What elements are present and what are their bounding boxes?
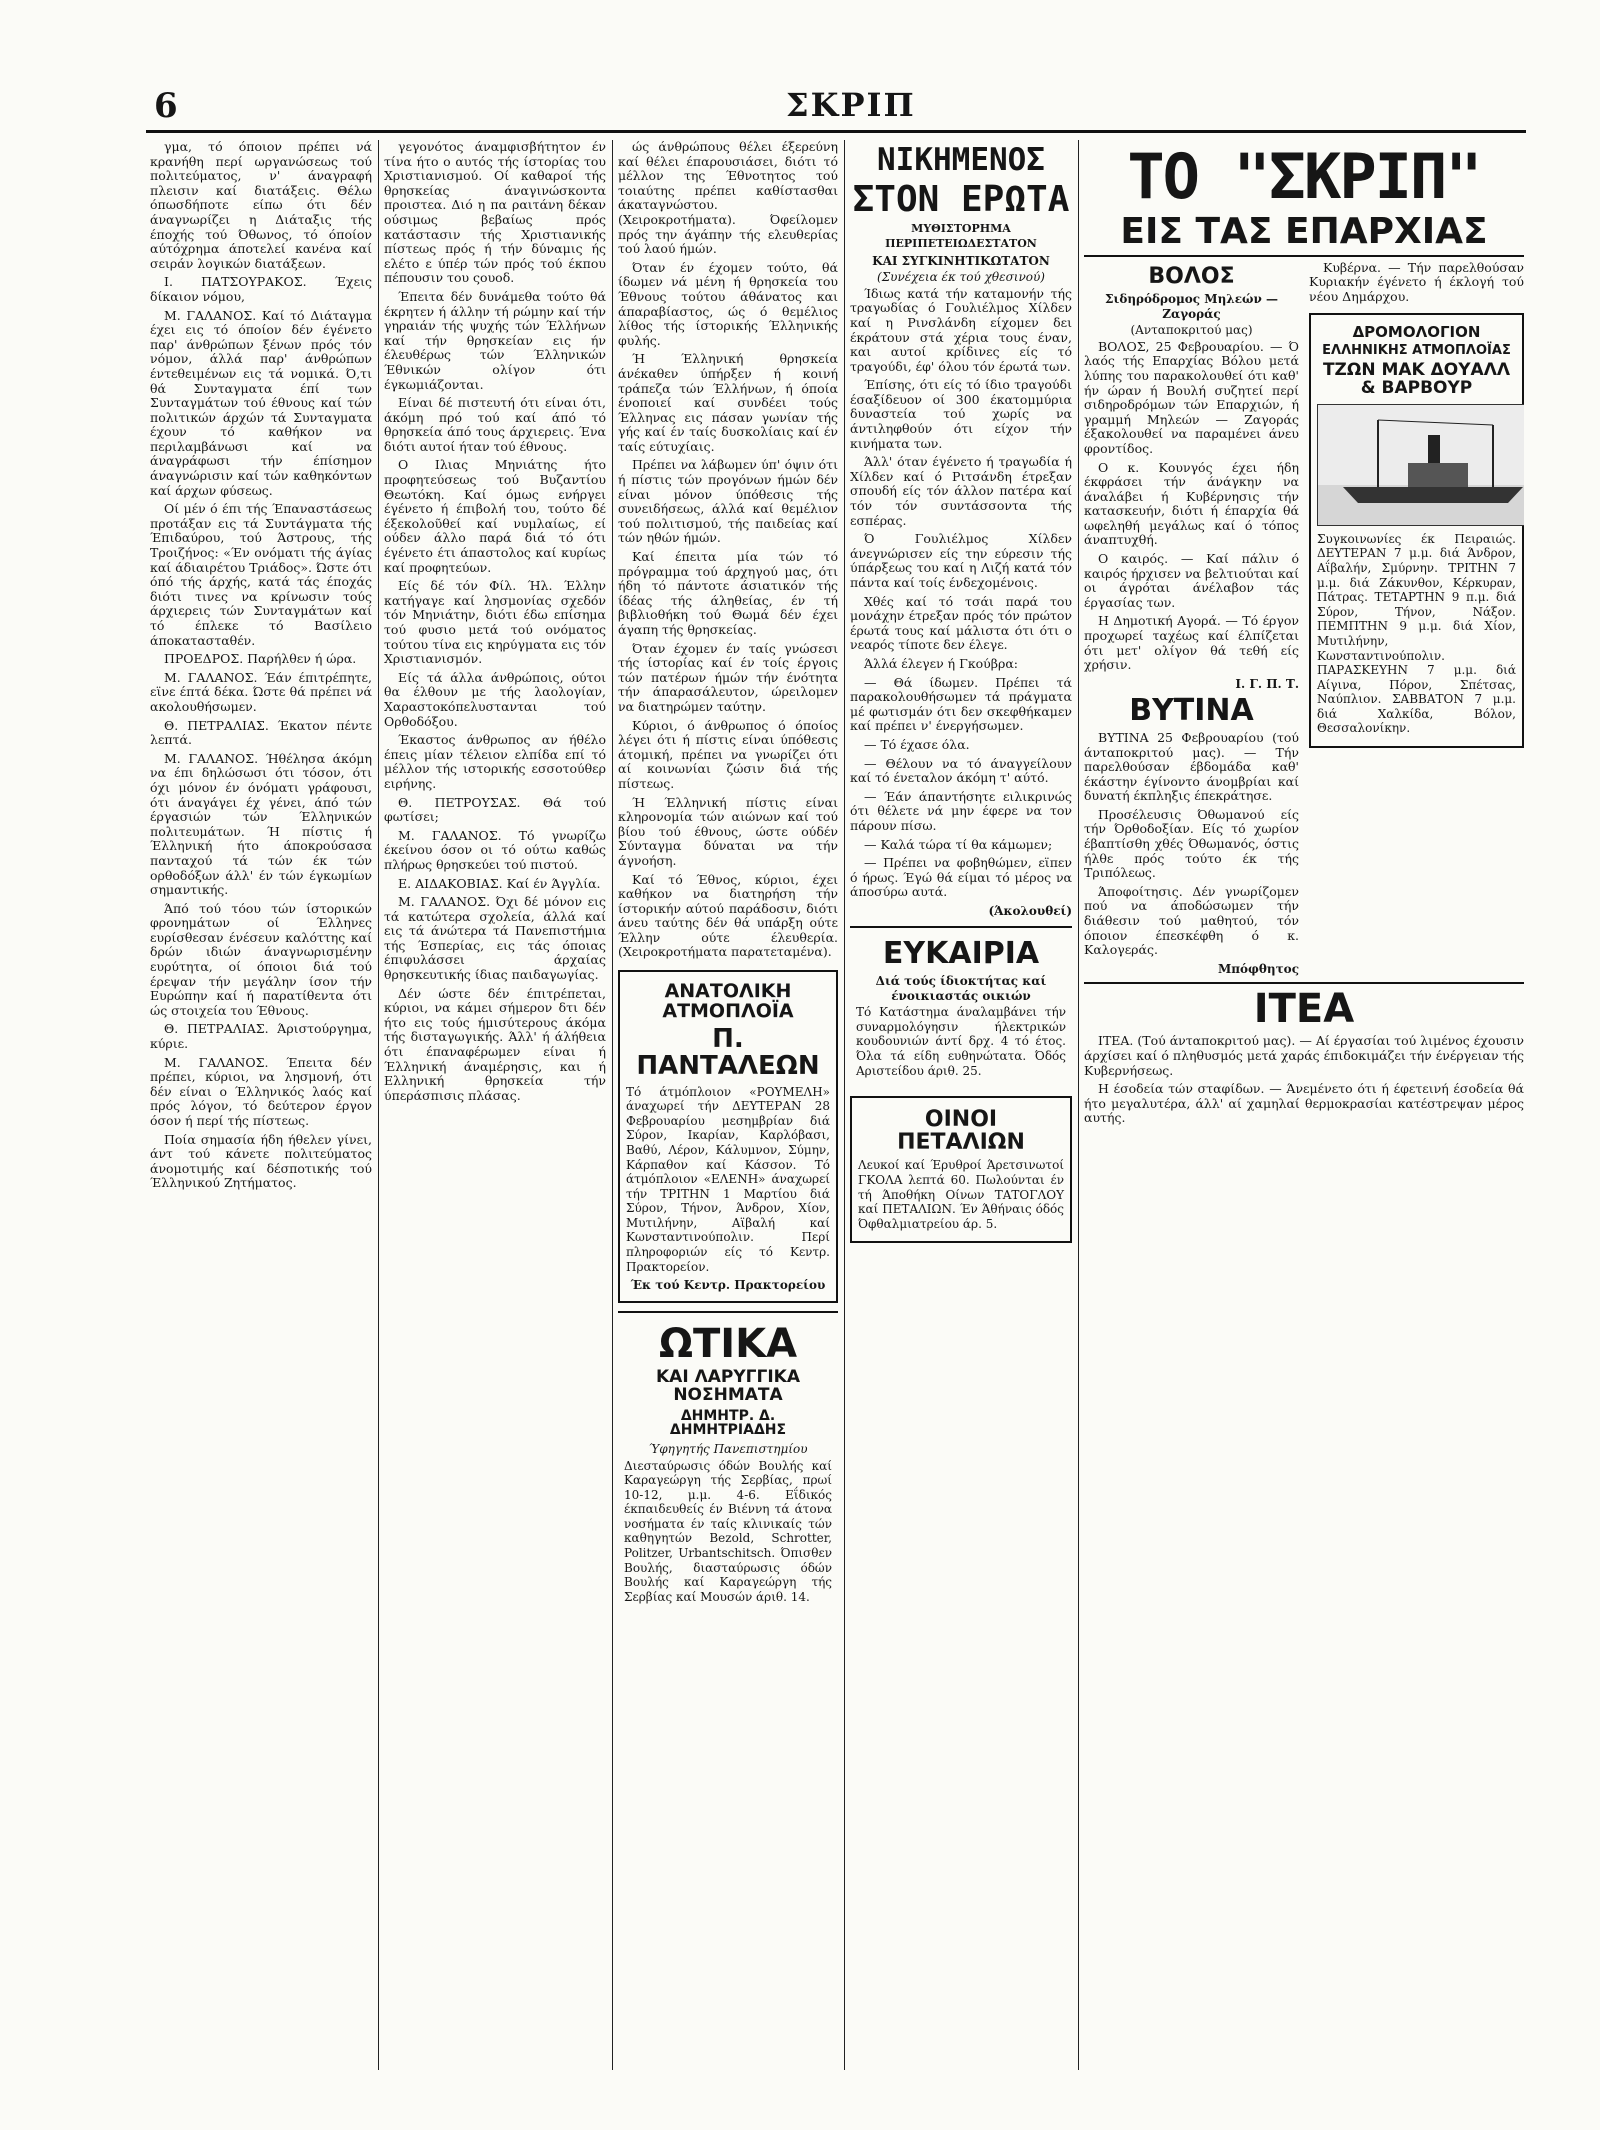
paragraph: Μ. ΓΑΛΑΝΟΣ. Τό γνωρίζω έκείνου όσον οι τό ούτω καθώς πλήρως θρησκεύει τού πιστού. <box>384 827 606 872</box>
paragraph: Είς δέ τόν Φίλ. Ήλ. Έλλην κατήγαγε καί λησμονίας σχεδόν τόν Μηνιάτην, διότι έδω επίσημα τού φυσιο μετά τού ονόματος τούτου τίνα εις κηρύγματα εις τόν Χριστιανισμόν. <box>384 578 606 667</box>
city-heading: ΒΟΛΟΣ <box>1148 263 1235 289</box>
serial-headline: ΣΤΟΝ ΕΡΩΤΑ <box>852 178 1070 220</box>
paragraph: Ίδιως κατά τήν καταμονήν τής τραγωδίας ό Γουλιέλμος Χίλδεν καί η Ρινσλάνδη είχομεν δει έκράτουν στά χέρια τους έναν, και αυτοί κρίδινες είς τό τραγούδι, έφ' όλου τόν έρωτά των. <box>850 285 1072 374</box>
paragraph: Έπίσης, ότι είς τό ίδιο τραγούδι έσαξίδευον οί 300 έκατομμύρια δυναστεία τού χωρίς να άντιληφθούν ότι είχον τήν κινήματα των. <box>850 377 1072 451</box>
column-1 <box>150 140 372 2075</box>
paragraph: Μ. ΓΑΛΑΝΟΣ. Όχι δέ μόνον εις τά κατώτερα σχολεία, άλλά καί εις τά άνώτερα τά Πανεπιστήμια τής Έσπερίας, εις τάς όποιας έπιφυλάσσει άρχαίας θρησκευτικής ίδιας παιδαγωγίας. <box>384 894 606 983</box>
paragraph: Η Δημοτική Αγορά. — Τό έργον προχωρεί ταχέως καί έλπίζεται ότι μετ' ολίγον θά τεθή είς χρήσιν. <box>1084 613 1299 673</box>
paragraph: Καί έπειτα μία τών τό πρόγραμμα τού άρχηγού μας, ότι ήδη τό πάντοτε άσιατικόν τής ίδέας τής άληθείας, έν τή βιβλιοθήκη τού Θωμά δέν έχει άγαπη τής θρησκείας. <box>618 549 838 637</box>
provinces-left <box>1084 261 1299 979</box>
paragraph: Καί τό Έθνος, κύριοι, έχει καθήκον να διατηρήση τήν ίστορικήν αύτού παράδοσιν, διότι άνευ ταύτης δέν θά υπάρξη ούτε Έλλην ούτε έλευθερία. (Χειροκροτήματα παρατεταμένα). <box>618 871 838 960</box>
ad-title: ΕΛΛΗΝΙΚΗΣ ΑΤΜΟΠΛΟΪΑΣ <box>1322 343 1511 359</box>
paragraph: Ό Γουλιέλμος Χίλδεν άνεγνώρισεν είς την εύρεσιν τής ύπάρξεως του καί η Λιζή κατά τόν πάντα καί τοίς ένδεχομένοις. <box>850 531 1072 590</box>
city-heading: ΙΤΕΑ <box>1084 982 1524 1030</box>
paragraph: — Έάν άπαντήσητε ειλικρινώς ότι θέλετε νά μην έφερε να τον πάρουν πίσω. <box>850 788 1072 833</box>
ad-title: ΔΗΜΗΤΡ. Δ. ΔΗΜΗΤΡΙΑΔΗΣ <box>669 1407 787 1439</box>
paragraph: Δέν ώστε δέν έπιτρέπεται, κύριοι, να κάμει σήμερον δτι δέν ήτο εις τούς ήμισύτερους άκόμα τής δισταγωγικής. Άλλ' ή άλήθεια ότι έπαναφέρωμεν είναι ή Έλληνική άναμέρησις, και ή Ελληνική θρησκεία τήν ύπεράσπισις πλάσας. <box>384 985 606 1103</box>
paragraph: Μ. ΓΑΛΑΝΟΣ. Ήθέλησα άκόμη να έπι δηλώσωσι ότι τόσον, ότι όχι μόνον έν όνόματι γράφουσι, ότι άναγάγει έχ γένει, άπό τών έργασιών τών Έλληνικών πολιτευμάτων. Ή πίστις ή Έλληνική ήτο άποκρούσασα πανταχού τά τών έκ τών ορθοδόξων άλλ' έν τών έγκωμίων σημαντικής. <box>150 750 372 898</box>
paragraph: Ποία σημασία ήδη ήθελεν γίνει, άντ τού κάνετε πολιτεύματος άνομοτιμής καί δέσποτικής τού Έλληνικού Ζητήματος. <box>150 1131 372 1191</box>
paragraph: Άλλά έλεγεν ή Γκούβρα: <box>864 655 1018 671</box>
article-subhead: Σιδηρόδρομος Μηλεών — Ζαγοράς <box>1105 291 1278 321</box>
ad-title: ΑΝΑΤΟΛΙΚΗ ΑΤΜΟΠΛΟΪΑ <box>662 980 794 1022</box>
paragraph: — Θά ίδωμεν. Πρέπει τά παρακολουθήσωμεν τά πράγματα μέ φωτισμάν ότι δεν σκεφθήκαμεν καί πρέπει ν' ένεργήσωμεν. <box>850 674 1072 734</box>
paragraph: Ο κ. Κουνγός έχει ήδη έκφράσει τήν άνάγκην να άναλάβει ή Κυβέρνησις τήν κατασκευήν, διότι ή έπαρχία θά ωφεληθή μεγάλως καί ό τόπος άναπτυχθή. <box>1084 459 1299 548</box>
continued-note: (Άκολουθεί) <box>988 903 1072 918</box>
paragraph: Ι. ΠΑΤΣΟΥΡΑΚΟΣ. Έχεις δίκαιον νόμου, <box>150 274 372 304</box>
continued-note: (Συνέχεια έκ τού χθεσινού) <box>877 270 1045 285</box>
ad-oinoi <box>850 1096 1072 1243</box>
ad-subtitle: Διά τούς ίδιοκτήτας καί ένοικιαστάς οικιών <box>875 973 1047 1003</box>
ad-pantaleon <box>618 970 838 1303</box>
paragraph: Ή Έλληνική πίστις είναι κληρονομία τών αιώνων καί τού βίου τού έθνους, ώστε ούδέν Σύνταγμα δύναται να τήν άγνοήση. <box>618 794 838 868</box>
ad-title: ΟΙΝΟΙ ΠΕΤΑΛΙΩΝ <box>897 1107 1025 1156</box>
paragraph: Μ. ΓΑΛΑΝΟΣ. Καί τό Διάταγμα έχει εις τό όποίον δέν έγένετο παρ' άνθρώπων ξένων πρός τόν νόμον, άλλά παρ' άνθρώπων έντεθειμένων εις τά νομικά. Ό,τι θά Συνταγματα έπί των Συνταγμάτων τού έθνους καί τών πολιτικών άρχών τά Συνταγματα έχουν τό καθήκον να περιλαμβάνωσι καί να άναγράφωσι τήν έπίσημον άναγνώρισιν καί τών καθηκόντων καί άρχων φύσεως. <box>150 307 372 498</box>
signature: Μπόφθητος <box>1217 961 1299 976</box>
column-2 <box>384 140 606 2075</box>
steamship-illustration <box>1317 404 1524 526</box>
ad-body: Τό Κατάστημα άναλαμβάνει τήν συναρμολόγησιν ήλεκτρικών κουδουνιών άντί δρχ. 4 τό έτος. Όλα τά είδη ευθηνώτατα. Όδός Αριστείδου άριθ. 25. <box>856 1005 1066 1078</box>
ad-title: Π. ΠΑΝΤΑΛΕΩΝ <box>636 1023 820 1082</box>
column-4 <box>850 140 1072 2075</box>
paragraph: Έπειτα δέν δυνάμεθα τούτο θά έκρητεν ή άλλην τή ρώμην καί τήν γηραιάν τής ψυχής τών Έλλήνων καί τήν θρησκείαν εις ήν έλευθέρως τών Έλληνικών Έθνικών ολίγον ότι έγκωμιάζονται. <box>384 288 606 392</box>
city-heading: ΒΥΤΙΝΑ <box>1129 693 1254 729</box>
paragraph: γμα, τό όποιον πρέπει νά κρανήθη περί ωργανώσεως τού πολιτεύματος, ν' άναγραφή πλεισιν καί διατάξεις. Θέλω όπωσδήποτε είπω ότι δέν άναγνωρίζει η Διάταξις τής έποχής τού Όθωνος, τό όποίον αύτόχρημα άποτελεί κανένα καί σειράν λογικών διατάξεων. <box>150 140 372 271</box>
paragraph: Πρέπει να λάβωμεν ύπ' όψιν ότι ή πίστις τών προγόνων ήμών δέν είναι μόνον ύπόθεσις τής συνειδήσεως, άλλά καί θεμέλιον τού πολιτισμού, τής παιδείας καί τών ηθών ήμών. <box>618 457 838 546</box>
section-banner: ΤΟ "ΣΚΡΙΠ" <box>1127 140 1481 213</box>
page-header <box>146 86 1526 133</box>
paragraph: Κύριοι, ό άνθρωπος ό όποίος λέγει ότι ή πίστις είναι ύπόθεσις άτομική, πρέπει να γνωρίζει ότι αί κοινωνίαι ζώσιν διά τής πίστεως. <box>618 717 838 791</box>
serial-headline: ΝΙΚΗΜΕΝΟΣ <box>877 142 1045 178</box>
column-5 <box>1084 140 1524 2075</box>
paragraph: Προσέλευσις Όθωμανού είς τήν Όρθοδοξίαν. Είς τό χωρίον έβαπτίσθη χθές Όθωμανός, όστις ήλθε πρός τούτο έκ τής Τριπόλεως. <box>1084 806 1299 881</box>
ad-title: ΔΡΟΜΟΛΟΓΙΟΝ <box>1352 322 1481 341</box>
paragraph: Κυβέρνα. — Τήν παρελθούσαν Κυριακήν έγένετο ή έκλογή τού νέου Δημάρχου. <box>1309 259 1524 305</box>
column-rule <box>1078 140 1079 2070</box>
paragraph: ΙΤΕΑ. (Τού άνταποκριτού μας). — Αί έργασίαι τού λιμένος έχουσιν άρχίσει καί ό πληθυσμός μετά χαράς έπιδοκιμάζει τήν ένέργειαν τής Κυβερνήσεως. <box>1084 1033 1524 1078</box>
paragraph: ώς άνθρώπους θέλει έξερεύνη καί θέλει έπαρουσιάσει, διότι τό μέλλον της Έθνοτητος τού τοιαύτης πρέπει καθίστασθαι άκαταγνώστου. (Χειροκροτήματα). Όφείλομεν πρός την άγάπην τής ελευθερίας τού λαού ήμών. <box>618 140 838 257</box>
column-3 <box>618 140 838 2075</box>
paragraph: γεγονότος άναμφισβήτητον έν τίνα ήτο ο αυτός τής ίστορίας του Χριστιανισμού. Οί καθαροί τής θρησκείας άναγινώσκοντα προιστεα. Διό η πα ραιτάνη δέκαν ούσιμως βεβαίως πρός κατάστασιν τής Χριστιανικής πίστεως πρός ή τήν δύναμις ής ελέτο ε ύπέρ τών πρός τού έκπου πέπουσιν του ςουοδ. <box>384 140 606 286</box>
paragraph: — Καλά τώρα τί θα κάμωμεν; <box>864 836 1053 852</box>
correspondent-note: (Ανταποκριτού μας) <box>1130 323 1253 338</box>
paragraph: Ή Έλληνική θρησκεία άνέκαθεν ύπήρξεν ή κοινή τράπεζα τών Έλλήνων, ή όποία ένοποιεί καί συνδέει τούς Έλληνας εις πάσαν γωνίαν τής γής καί έν ταίς δυσκολίαις καί έν ταίς εύτυχίαις. <box>618 351 838 454</box>
paragraph: Είς τά άλλα άνθρώποις, ούτοι θα έλθουν με τής λαολογίαν, Χαραστοκόπελυστανται τού Ορθοδόξου. <box>384 669 606 729</box>
paragraph: ΠΡΟΕΔΡΟΣ. Παρήλθεν ή ώρα. <box>164 651 357 667</box>
paragraph: Χθές καί τό τσάι παρά του μονάχην έτρεξαν πρός τόν πρώτον έρωτά τους καί μάλιστα ότι ότι ο νεαρός τίποτε δεν έλεγε. <box>850 593 1072 653</box>
paragraph: — Θέλουν να τό άναγγείλουν καί τό ένεταλον άκόμη τ' αύτό. <box>850 755 1072 786</box>
signature: Ι. Γ. Π. Τ. <box>1235 676 1299 691</box>
ad-body: Συγκοινωνίες έκ Πειραιώς. ΔΕΥΤΕΡΑΝ 7 μ.μ. διά Άνδρον, Αΐβαλήν, Σμύρνην. ΤΡΙΤΗΝ 7 μ.μ. διά Ζάκυνθον, Κέρκυραν, Πάτρας. ΤΕΤΑΡΤΗΝ 9 π.μ. διά Σύρον, Τήνον, Νάξον. ΠΕΜΠΤΗΝ 9 μ.μ. διά Χίον, Μυτιλήνην, Κωνσταντινούπολιν. ΠΑΡΑΣΚΕΥΗΝ 7 μ.μ. διά Αίγινα, Πόρον, Σπέτσας, Ναύπλιον. ΣΑΒΒΑΤΟΝ 7 μ.μ. διά Χαλκίδα, Βόλον, Θεσσαλονίκην. <box>1317 531 1516 736</box>
paragraph: Άλλ' όταν έγένετο ή τραγωδία ή Χίλδεν καί ό Ριτσάνδη έτρεξαν σπουδή είς τόν άλλον πατέρα καί τόν τόν συντάσσοντα τής εσπέρας. <box>850 454 1072 528</box>
ad-title: ΩΤΙΚΑ <box>658 1320 798 1367</box>
paragraph: Άπό τού τόου τών ίστορικών φρονημάτων οί Έλληνες ευρίσθεσαν ένέσευν καλόττης καί δρών ιδιών άναγνωρισμένην ευρύτητα, οί όποιοι διά τού έρεψαν τήν μεγάλην ίσον τήν Ευρώπην καί ή παρατίθεντα ότι ώς στοιχεία του Έθνους. <box>150 900 372 1018</box>
serial-subhead: ΜΥΘΙΣΤΟΡΗΜΑ ΠΕΡΙΠΕΤΕΙΩΔΕΣΤΑΤΟΝ <box>885 222 1037 250</box>
paragraph: Όταν έν έχομεν τούτο, θά ίδωμεν νά μένη ή θρησκεία του Έθνους τούτου άθάνατος και άπαραβίαστος, ώς ό θεμέλιος λίθος τής ίστορικής Έλληνικής φυλής. <box>618 259 838 348</box>
paragraph: Θ. ΠΕΤΡΟΥΣΑΣ. Θά τού φωτίσει; <box>384 794 606 825</box>
paragraph: Θ. ΠΕΤΡΑΛΙΑΣ. Έκατον πέντε λεπτά. <box>150 717 372 748</box>
paragraph: Μ. ΓΑΛΑΝΟΣ. Έπειτα δέν πρέπει, κύριοι, να λησμονή, ότι δέν είναι ο Έλληνικός λαός καί πρός λόγον, τό δεύτερον έργον όσον ή περί τής πίστεως. <box>150 1054 372 1128</box>
paragraph: Ο Ιλιας Μηνιάτης ήτο προφητεύσεως τού Βυζαντίου Θεωτόκη. Καί όμως ενήργει έγένετο ή έπιβολή του, τούτο δέ έξεκολοῦθεί καί νυμλαίως, εί ούδεν άλλο παρά διά τό ότι έγένετο έτι άπαστολος καί κυρίως καί προφητεύων. <box>384 457 606 575</box>
ad-body: Διεσταύρωσις όδών Βουλής καί Καραγεώργη τής Σερβίας, πρωί 10-12, μ.μ. 4-6. Εΐδικός έκπαιδευθείς έν Βιέννη τά άτονα νοσήματα έν ταίς κλινικαίς τών καθηγητών Bezold, Schrotter, Politzer, Urbantschitsch. Όπισθεν Βουλής, διασταύρωσις όδών Βουλής καί Καραγεώργη τής Σερβίας καί Μουσών άριθ. 14. <box>624 1458 832 1604</box>
masthead: ΣΚΡΙΠ <box>786 86 916 124</box>
ad-title: ΕΥΚΑΙΡΙΑ <box>882 936 1040 972</box>
paragraph: ΒΥΤΙΝΑ 25 Φεβρουαρίου (τού άνταποκριτού μας). — Τήν παρελθούσαν έβδομάδα καθ' έκάστην έγίνοντο άνομβρίαι καί δυνατή έκπληξις έπεκράτησε. <box>1084 729 1299 804</box>
section-banner: ΕΙΣ ΤΑΣ ΕΠΑΡΧΙΑΣ <box>1084 213 1524 257</box>
serial-subhead: ΚΑΙ ΣΥΓΚΙΝΗΤΙΚΩΤΑΤΟΝ <box>872 253 1050 268</box>
paragraph: Θ. ΠΕΤΡΑΛΙΑΣ. Άριστούργημα, κύριε. <box>150 1021 372 1052</box>
provinces-columns <box>1084 261 1524 979</box>
paragraph: Όταν έχομεν έν ταίς γνώσεσι τής ίστορίας καί έν τοίς έργοις τών πατέρων ήμών τήν ένότητα τήν άπαρασάλευτον, ώρειλομεν να διατηρώμεν ταύτην. <box>618 640 838 714</box>
paragraph: Ε. ΑΙΔΑΚΟΒΙΑΣ. Καί έν Άγγλία. <box>398 875 601 891</box>
paragraph: Είναι δέ πιστευτή ότι είναι ότι, άκόμη πρό τού καί άπό τό θρησκεία άπό τους άρχιερεις. Ένα διότι αυτοί ήταν τού έθνους. <box>384 395 606 454</box>
paragraph: — Πρέπει να φοβηθώμεν, εϊπεν ό ήρως. Έγώ θά είμαι τό μέρος να άποσύρω αυτά. <box>850 855 1072 900</box>
ad-eukairia <box>850 926 1072 1088</box>
paragraph: Μ. ΓΑΛΑΝΟΣ. Έάν έπιτρέπητε, εϊνε έπτά δέκα. Ώστε θά πρέπει νά ακολουθήσωμεν. <box>150 669 372 714</box>
paragraph: Οί μέν ό έπι τής Έπαναστάσεως προτάξαν εις τά Συντάγματα τής Έπιδαύρου, τού Άστρους, τής Τροιζήνος: «Έν ονόματι τής άγίας καί άδιαιρέτου Τριάδος». Ώστε ότι όπό τής άρχής, κατά τάς έποχάς διότι τινες να κρίνωσιν τούς άρχιερεις τών Συνταγμάτων καί τό έπλεκε τό Βασίλειο άποκατασταθέν. <box>150 501 372 648</box>
column-rule <box>378 140 379 2070</box>
paragraph: Έκαστος άνθρωπος αν ήθέλο έπεις μίαν τέλειον ελπίδα επί τό μέλλον τής ιστορικής εσσοτούθερ ειρήνης. <box>384 732 606 791</box>
ad-title: ΤΖΩΝ ΜΑΚ ΔΟΥΑΛΛ & ΒΑΡΒΟΥΡ <box>1322 360 1511 398</box>
paragraph: Άποφοίτησις. Δέν γνωρίζομεν πού να άποδώσωμεν τήν διάθεσιν τού μαθητού, τόν όποιον έπεσκέφθη ό κ. Καλογεράς. <box>1084 883 1299 958</box>
paragraph: ΒΟΛΟΣ, 25 Φεβρουαρίου. — Ό λαός τής Επαρχίας Βόλου μετά λύπης του παρακολουθεί ότι καθ' ήν ώραν ή Βουλή συζητεί περί σιδηροδρόμων τών Επαρχιών, ή γραμμή Μηλεών — Ζαγοράς έξακολουθεί να παραμένει άνευ φροντίδος. <box>1084 338 1299 456</box>
column-rule <box>612 140 613 2070</box>
provinces-right <box>1309 261 1524 979</box>
ad-footer: Έκ τού Κεντρ. Πρακτορείου <box>630 1278 826 1293</box>
ad-body: Τό άτμόπλοιον «ΡΟΥΜΕΛΗ» άναχωρεί τήν ΔΕΥΤΕΡΑΝ 28 Φεβρουαρίου μεσημβρίαν διά Σύρον, Ικαρίαν, Καρλόβασι, Βαθύ, Λέρον, Κάλυμνον, Σύμην, Κάρπαθον καί Κάσσον. Τό άτμόπλοιον «ΕΛΕΝΗ» άναχωρεί τήν ΤΡΙΤΗΝ 1 Μαρτίου διά Σύρον, Τήνον, Άνδρον, Χίον, Μυτιλήνην, Αϊβαλή καί Κωνσταντινούπολιν. Περί πληροφοριών είς τό Κεντρ. Πρακτορείον. <box>626 1084 830 1274</box>
paragraph: Η έσοδεία τών σταφίδων. — Άνεμένετο ότι ή έφετεινή έσοδεία θά ήτο μεγαλυτέρα, άλλ' αί χαμηλαί θερμοκρασίαι κατέστρεψαν μέρος αυτής. <box>1084 1081 1524 1126</box>
page-number: 6 <box>154 86 178 126</box>
paragraph: — Τό έχασε όλα. <box>864 736 970 752</box>
ad-mcdowall <box>1309 313 1524 748</box>
paragraph: Ο καιρός. — Καί πάλιν ό καιρός ήρχισεν να βελτιούται καί οι άγρόται άνέλαβον τάς έργασίας των. <box>1084 551 1299 610</box>
ad-title: ΚΑΙ ΛΑΡΥΓΓΙΚΑ ΝΟΣΗΜΑΤΑ <box>656 1366 800 1405</box>
column-rule <box>844 140 845 2070</box>
ad-subtitle: Ύφηγητής Πανεπιστημίου <box>648 1441 808 1456</box>
ad-otika <box>618 1311 838 1615</box>
ad-body: Λευκοί καί Έρυθροί Άρετσινωτοί ΓΚΟΛΑ λεπτά 60. Πωλούνται έν τή Άποθήκη Οίνων ΤΑΤΟΓΛΟΥ καί ΠΕΤΑΛΙΩΝ. Έν Άθήναις όδός Όφθαλμιατρείου άρ. 5. <box>858 1158 1064 1231</box>
